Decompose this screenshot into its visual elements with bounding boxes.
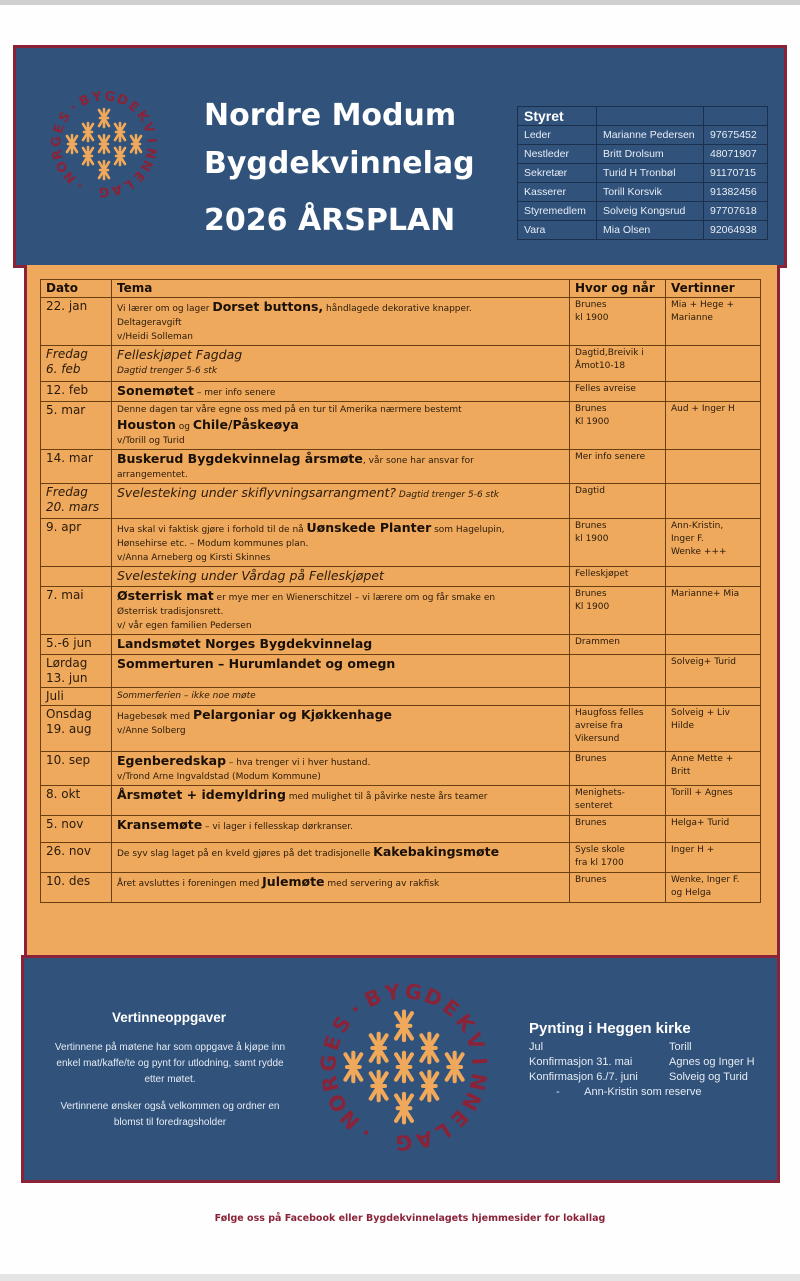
wheat-sheaf-icon (83, 123, 93, 141)
logo-letter: · (356, 1119, 376, 1145)
styret-name: Solveig Kongsrud (597, 202, 704, 221)
logo-letter: E (125, 98, 142, 116)
logo-letter: E (445, 1104, 473, 1132)
pynting-who: Agnes og Inger H (669, 1056, 755, 1068)
logo-letter: E (129, 167, 147, 185)
tema-line: Dagtid trenger 5-6 stk (117, 366, 218, 376)
cell-hvor: Brunes Kl 1900 (570, 587, 666, 635)
cell-vertinner: Marianne+ Mia (666, 587, 761, 635)
styret-row (518, 126, 768, 145)
logo-letter: G (316, 1054, 342, 1073)
cell-dato: 9. apr (41, 519, 112, 567)
tema-highlight: Kransemøte (117, 817, 203, 832)
wheat-sheaf-icon (396, 1053, 412, 1082)
tema-text: Hagebesøk med (117, 712, 193, 722)
styret-name: Marianne Pedersen (597, 126, 704, 145)
cell-tema (112, 382, 570, 402)
wheat-sheaf-icon (447, 1053, 463, 1082)
cell-vertinner: Torill + Agnes (666, 786, 761, 816)
cell-tema (112, 873, 570, 903)
styret-phone: 91382456 (704, 183, 768, 202)
tema-text: , vår sone har ansvar for (362, 456, 474, 466)
logo-letter: I (466, 1056, 492, 1067)
cell-dato: Juli (41, 688, 112, 706)
cell-vertinner (666, 450, 761, 484)
vertinneoppgaver-text-2: Vertinnene ønsker også velkommen og ordner en blomst til foredragsholder (60, 1101, 280, 1128)
styret-name: Mia Olsen (597, 221, 704, 240)
pynting-row (529, 1056, 755, 1068)
logo-letter: B (77, 92, 93, 111)
cell-dato: 10. des (41, 873, 112, 903)
styret-role: Nestleder (518, 145, 597, 164)
styret-name: Turid H Tronbøl (597, 164, 704, 183)
header-panel (13, 45, 787, 268)
tema-highlight: Landsmøtet Norges Bygdekvinnelag (117, 636, 373, 651)
logo-letter: V (139, 120, 157, 136)
tema-note: Sommerferien – ikke noe møte (117, 691, 256, 701)
logo-letter: D (420, 983, 446, 1012)
cell-dato: 7. mai (41, 587, 112, 635)
tema-highlight: Årsmøtet + idemyldring (117, 787, 286, 802)
cell-tema (112, 655, 570, 688)
cell-dato: Lørdag 13. jun (41, 655, 112, 688)
title-line-1: Nordre Modum (204, 98, 457, 133)
styret-phone: 91170715 (704, 164, 768, 183)
cell-hvor: Brunes (570, 752, 666, 786)
cell-tema (112, 450, 570, 484)
tema-text: Hva skal vi faktisk gjøre i forhold til de nå (117, 525, 307, 535)
logo-letter: B (360, 984, 386, 1013)
cell-hvor (570, 655, 666, 688)
tema-line: v/Anne Solberg (117, 726, 186, 736)
cell-hvor: Felleskjøpet (570, 567, 666, 587)
table-row (41, 752, 761, 786)
cell-hvor: Felles avreise (570, 382, 666, 402)
styret-role: Styremedlem (518, 202, 597, 221)
styret-table (517, 106, 768, 240)
logo-letter: O (323, 1089, 353, 1117)
vertinneoppgaver-text-1: Vertinnene på møtene har som oppgave å kjøpe inn enkel mat/kaffe/te og pynt for utlodning, samt rydde etter møtet. (54, 1042, 286, 1085)
tema-line: v/ vår egen familien Pedersen (117, 621, 252, 631)
tema-text: Året avsluttes i foreningen med (117, 879, 263, 889)
reserve-dash: - (556, 1086, 560, 1098)
cell-dato: Fredag 6. feb (41, 346, 112, 382)
logo-letter: D (114, 91, 131, 110)
logo-letter: S (56, 109, 75, 126)
pynting-who: Torill (669, 1041, 692, 1053)
styret-phone: 48071907 (704, 145, 768, 164)
table-row (41, 402, 761, 450)
pynting-title: Pynting i Heggen kirke (529, 1020, 691, 1037)
styret-role: Kasserer (518, 183, 597, 202)
cell-vertinner (666, 567, 761, 587)
top-scroll-edge (0, 0, 800, 5)
table-row (41, 873, 761, 903)
tema-text: – mer info senere (194, 388, 276, 398)
table-row (41, 346, 761, 382)
cell-dato: 12. feb (41, 382, 112, 402)
cell-hvor (570, 688, 666, 706)
logo-letter: N (136, 157, 155, 174)
header-dato: Dato (41, 280, 112, 298)
wheat-sheaf-icon (115, 147, 125, 165)
styret-role: Vara (518, 221, 597, 240)
cell-hvor: Dagtid,Breivik i Åmot10-18 (570, 346, 666, 382)
title-line-3: 2026 ÅRSPLAN (204, 203, 456, 238)
tema-highlight: Felleskjøpet Fagdag (117, 347, 243, 362)
norges-bygdekvinnelag-logo (44, 84, 164, 204)
cell-dato: Fredag 20. mars (41, 484, 112, 519)
table-row (41, 298, 761, 346)
logo-letter: E (318, 1032, 347, 1054)
table-row (41, 382, 761, 402)
styret-row (518, 164, 768, 183)
tema-highlight: Svelesteking under Vårdag på Felleskjøpet (117, 568, 384, 583)
tema-highlight: Sonemøtet (117, 383, 195, 398)
cell-vertinner (666, 382, 761, 402)
tema-text: med servering av rakfisk (324, 879, 440, 889)
logo-letter: K (450, 1009, 480, 1037)
table-row (41, 567, 761, 587)
tema-line: v/Trond Arne Ingvaldstad (Modum Kommune) (117, 772, 321, 782)
styret-phone: 92064938 (704, 221, 768, 240)
tema-highlight: Julemøte (262, 874, 325, 889)
logo-letter: L (121, 175, 136, 193)
cell-hvor: Brunes (570, 873, 666, 903)
cell-hvor: Brunes (570, 816, 666, 843)
pynting-row (529, 1071, 748, 1083)
wheat-sheaf-icon (396, 1012, 412, 1041)
wheat-sheaf-icon (115, 123, 125, 141)
table-row (41, 450, 761, 484)
cell-hvor: Brunes kl 1900 (570, 519, 666, 567)
wheat-sheaf-icon (131, 135, 141, 153)
styret-name: Britt Drolsum (597, 145, 704, 164)
table-row (41, 706, 761, 752)
table-row (41, 519, 761, 567)
tema-highlight: Sommerturen – Hurumlandet og omegn (117, 656, 396, 671)
logo-letter: · (74, 176, 87, 193)
logo-letter: N (61, 167, 80, 186)
logo-letter: N (335, 1105, 365, 1135)
logo-letter: G (103, 89, 117, 106)
cell-hvor: Drammen (570, 635, 666, 655)
table-row (41, 655, 761, 688)
cell-vertinner (666, 635, 761, 655)
tema-highlight: Uønskede Planter (306, 520, 432, 535)
cell-dato (41, 567, 112, 587)
wheat-sheaf-icon (67, 135, 77, 153)
tema-text: Vi lærer om og lager (117, 304, 213, 314)
tema-highlight: Svelesteking under skiflyvningsarrangment? (117, 485, 397, 500)
cell-dato: 26. nov (41, 843, 112, 873)
cell-hvor: Dagtid (570, 484, 666, 519)
logo-letter: L (431, 1117, 456, 1146)
styret-empty-cell (704, 107, 768, 126)
cell-dato: 5.-6 jun (41, 635, 112, 655)
pynting-event: Konfirmasjon 6./7. juni (529, 1071, 638, 1083)
cell-vertinner: Ann-Kristin, Inger F. Wenke +++ (666, 519, 761, 567)
cell-vertinner: Aud + Inger H (666, 402, 761, 450)
pynting-event: Jul (529, 1041, 544, 1053)
styret-role: Sekretær (518, 164, 597, 183)
styret-phone: 97707618 (704, 202, 768, 221)
logo-letter: I (143, 137, 159, 144)
logo-letter: N (456, 1088, 486, 1115)
cell-vertinner: Wenke, Inger F. og Helga (666, 873, 761, 903)
logo-letter: G (395, 1130, 413, 1155)
styret-empty-cell (597, 107, 704, 126)
logo-letter: G (403, 979, 424, 1006)
table-row (41, 587, 761, 635)
cell-hvor: Mer info senere (570, 450, 666, 484)
table-row (41, 816, 761, 843)
cell-dato: 5. nov (41, 816, 112, 843)
tema-highlight: Pelargoniar og Kjøkkenhage (192, 707, 393, 722)
cell-tema (112, 587, 570, 635)
tema-highlight: Buskerud Bygdekvinnelag årsmøte (117, 451, 363, 466)
table-row (41, 484, 761, 519)
vertinneoppgaver-title: Vertinneoppgaver (111, 1010, 227, 1025)
tema-text: håndlagede dekorative knapper. (323, 304, 472, 314)
cell-vertinner: Mia + Hege + Marianne (666, 298, 761, 346)
cell-dato: Onsdag 19. aug (41, 706, 112, 752)
cell-tema (112, 752, 570, 786)
arsplan-panel (24, 265, 780, 957)
wheat-sheaf-icon (99, 135, 109, 153)
logo-letter: N (141, 146, 159, 161)
logo-letter: E (50, 122, 68, 136)
wheat-sheaf-icon (99, 109, 109, 127)
styret-row (518, 202, 768, 221)
cell-tema (112, 635, 570, 655)
cell-dato: 14. mar (41, 450, 112, 484)
styret-title: Styret (518, 107, 597, 126)
table-row (41, 688, 761, 706)
wheat-sheaf-icon (421, 1034, 437, 1063)
styret-phone: 97675452 (704, 126, 768, 145)
cell-tema (112, 786, 570, 816)
tema-line: Deltageravgift (117, 318, 182, 328)
table-row (41, 635, 761, 655)
cell-hvor: Sysle skole fra kl 1700 (570, 843, 666, 873)
tema-line: Østerrisk tradisjonsrett. (117, 607, 224, 617)
logo-letter: V (460, 1029, 489, 1053)
logo-letter: A (413, 1125, 436, 1154)
logo-letter: G (49, 135, 65, 148)
cell-tema (112, 346, 570, 382)
wheat-sheaf-icon (345, 1053, 361, 1082)
table-row (41, 786, 761, 816)
logo-letter: K (133, 108, 152, 126)
cell-vertinner (666, 346, 761, 382)
styret-name: Torill Korsvik (597, 183, 704, 202)
header-tema: Tema (112, 280, 570, 298)
cell-tema (112, 816, 570, 843)
tema-highlight: Egenberedskap (117, 753, 227, 768)
arsplan-table (40, 279, 761, 903)
cell-dato: 22. jan (41, 298, 112, 346)
cell-hvor: Brunes kl 1900 (570, 298, 666, 346)
footer-text: Følge oss på Facebook eller Bygdekvinnelagets hjemmesider for lokallag (214, 1213, 606, 1224)
cell-dato: 5. mar (41, 402, 112, 450)
logo-letter: S (327, 1011, 356, 1038)
tema-text: Denne dagen tar våre egne oss med på en tur til Amerika nærmere bestemt (117, 405, 462, 415)
tema-highlight: Houston (117, 417, 176, 432)
pynting-event: Konfirmasjon 31. mai (529, 1056, 633, 1068)
tema-text: og (175, 422, 193, 432)
tema-highlight: Østerrisk mat (117, 588, 214, 603)
wheat-sheaf-icon (99, 161, 109, 179)
logo-letter: Y (91, 89, 103, 106)
tema-line: Hønsehirse etc. – Modum kommunes plan. (117, 539, 309, 549)
cell-tema (112, 402, 570, 450)
cell-dato: 8. okt (41, 786, 112, 816)
tema-line: v/Heidi Solleman (117, 332, 193, 342)
wheat-sheaf-icon (83, 147, 93, 165)
tema-highlight: Chile/Påskeøya (192, 417, 299, 432)
cell-hvor: Menighets- senteret (570, 786, 666, 816)
tema-text: med mulighet til å påvirke neste års teamer (285, 792, 488, 802)
tema-text: De syv slag laget på en kveld gjøres på det tradisjonelle (117, 849, 374, 859)
wheat-sheaf-icon (396, 1094, 412, 1123)
header-vertinner: Vertinner (666, 280, 761, 298)
cell-vertinner (666, 688, 761, 706)
pynting-reserve (556, 1086, 702, 1098)
norges-bygdekvinnelag-logo-large (309, 972, 499, 1162)
cell-hvor: Haugfoss felles avreise fra Vikersund (570, 706, 666, 752)
cell-tema (112, 298, 570, 346)
cell-vertinner: Anne Mette + Britt (666, 752, 761, 786)
logo-letter: G (98, 183, 110, 199)
cell-vertinner: Helga+ Turid (666, 816, 761, 843)
styret-row (518, 145, 768, 164)
cell-dato: 10. sep (41, 752, 112, 786)
tema-note: Dagtid trenger 5-6 stk (396, 490, 499, 500)
header-hvor: Hvor og når (570, 280, 666, 298)
logo-letter: E (438, 994, 465, 1022)
pynting-row (529, 1041, 692, 1053)
tema-line: v/Torill og Turid (117, 436, 185, 446)
cell-tema (112, 519, 570, 567)
cell-vertinner: Solveig + Liv Hilde (666, 706, 761, 752)
cell-tema (112, 706, 570, 752)
cell-tema (112, 688, 570, 706)
wheat-sheaf-icon (371, 1072, 387, 1101)
wheat-sheaf-icon (421, 1072, 437, 1101)
cell-vertinner (666, 484, 761, 519)
table-header-row (41, 280, 761, 298)
cell-tema (112, 567, 570, 587)
styret-row (518, 221, 768, 240)
logo-letter: A (109, 180, 124, 198)
styret-row (518, 183, 768, 202)
tema-line: arrangementet. (117, 470, 188, 480)
tema-text: er mye mer en Wienerschitzel – vi lærere om og får smake en (213, 593, 496, 603)
tema-text: – hva trenger vi i hver hustand. (226, 758, 371, 768)
styret-role: Leder (518, 126, 597, 145)
logo-letter: · (67, 100, 81, 116)
tema-text: – vi lager i fellesskap dørkranser. (202, 822, 354, 832)
tema-text: som Hagelupin, (431, 525, 505, 535)
bottom-scroll-edge (0, 1274, 800, 1281)
logo-letter: · (344, 997, 367, 1021)
cell-hvor: Brunes Kl 1900 (570, 402, 666, 450)
tema-highlight: Dorset buttons, (212, 299, 324, 314)
table-row (41, 843, 761, 873)
tema-highlight: Kakebakingsmøte (373, 844, 500, 859)
title-line-2: Bygdekvinnelag (204, 146, 475, 181)
cell-vertinner: Inger H + (666, 843, 761, 873)
tema-line: v/Anna Arneberg og Kirsti Skinnes (117, 553, 271, 563)
logo-letter: O (53, 158, 72, 175)
logo-letter: Y (383, 979, 402, 1006)
cell-vertinner: Solveig+ Turid (666, 655, 761, 688)
logo-letter: R (317, 1073, 344, 1095)
pynting-who: Solveig og Turid (669, 1071, 748, 1083)
logo-letter: N (464, 1071, 492, 1093)
logo-letter: R (49, 147, 67, 162)
cell-tema (112, 843, 570, 873)
cell-tema (112, 484, 570, 519)
wheat-sheaf-icon (371, 1034, 387, 1063)
info-panel (21, 955, 780, 1183)
reserve-text: Ann-Kristin som reserve (584, 1086, 702, 1098)
